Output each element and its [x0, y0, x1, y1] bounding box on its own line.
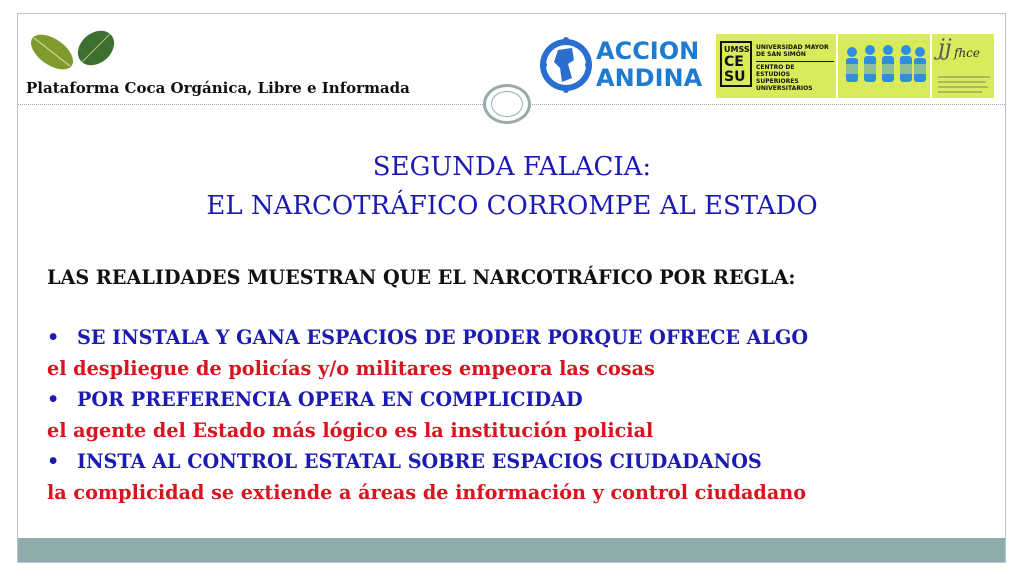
bullet-text: INSTA AL CONTROL ESTATAL SOBRE ESPACIOS CIUDADANOS [77, 450, 762, 473]
slide-title-line1: SEGUNDA FALACIA: [372, 152, 652, 182]
accion-andina-emblem-icon [538, 34, 594, 96]
cesu-text-line: UNIVERSITARIOS [756, 85, 813, 92]
bullet-point [47, 446, 1007, 477]
divider-ornament [483, 84, 531, 124]
cesu-text-line: CENTRO DE [756, 64, 795, 71]
people-figures-icon [838, 34, 930, 98]
coca-leaves-logo [24, 26, 124, 78]
bullet-note: el agente del Estado más lógico es la institución policial [47, 419, 654, 442]
bullet-icon: • [47, 450, 60, 473]
fhce-name: fhce [954, 46, 980, 60]
andina-text: ANDINA [596, 64, 703, 92]
bullet-icon: • [47, 388, 60, 411]
footer-bar [18, 538, 1005, 562]
cesu-text-line: ESTUDIOS SUPERIORES [756, 71, 799, 85]
su-mark-text: SU [724, 69, 746, 85]
bullet-point [47, 322, 1007, 353]
bullet-icon: • [47, 326, 60, 349]
institutional-logo [838, 34, 930, 98]
accion-text: ACCION [596, 37, 700, 65]
platform-name: Plataforma Coca Orgánica, Libre e Informada [26, 79, 410, 97]
fhce-fine-print [938, 74, 992, 94]
slide-title-line2: EL NARCOTRÁFICO CORROMPE AL ESTADO [206, 191, 818, 221]
umss-cesu-mark [720, 41, 752, 87]
umss-cesu-logo [716, 34, 836, 98]
umss-cesu-text [756, 44, 834, 92]
bullet-point [47, 384, 1007, 415]
fhce-logo [932, 34, 994, 98]
bullet-note: la complicidad se extiende a áreas de información y control ciudadano [47, 481, 807, 504]
slide-body [47, 262, 1007, 508]
fhce-mark: jj [938, 36, 952, 61]
accion-andina-logo [538, 34, 706, 96]
lead-statement: LAS REALIDADES MUESTRAN QUE EL NARCOTRÁFICO POR REGLA: [47, 266, 796, 289]
bullet-text: SE INSTALA Y GANA ESPACIOS DE PODER PORQUE OFRECE ALGO [77, 326, 809, 349]
umss-mark-text: UMSS [724, 45, 750, 54]
bullet-text: POR PREFERENCIA OPERA EN COMPLICIDAD [77, 388, 583, 411]
ce-mark-text: CE [724, 54, 744, 70]
bullet-note: el despliegue de policías y/o militares empeora las cosas [47, 357, 655, 380]
umss-text-line: DE SAN SIMÓN [756, 51, 806, 58]
umss-text-line: UNIVERSIDAD MAYOR [756, 44, 829, 51]
